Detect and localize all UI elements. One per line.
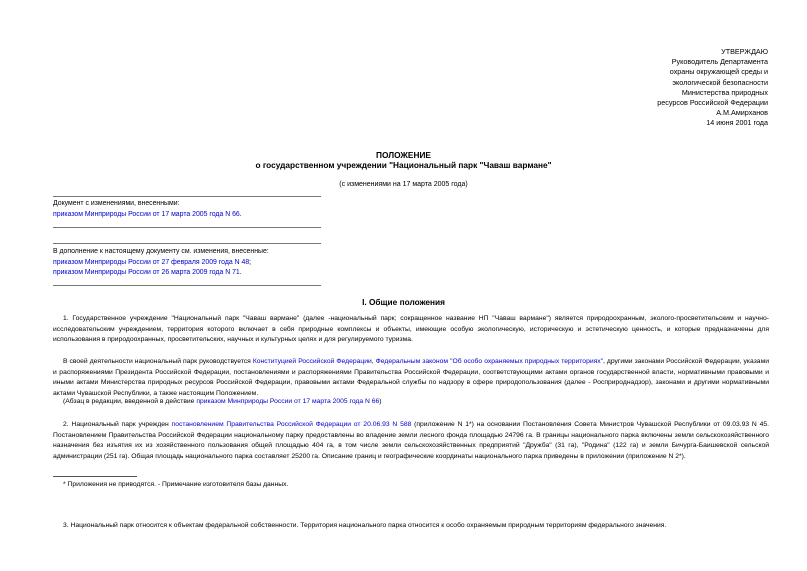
additions-line — [53, 258, 321, 269]
approval-line: Министерства природных — [681, 87, 768, 97]
approval-line: Руководитель Департамента — [671, 57, 768, 67]
divider — [53, 196, 321, 197]
approval-line: охраны окружающей среды и — [669, 67, 768, 77]
footnote-divider — [53, 476, 137, 477]
footnote: * Приложения не приводятся. - Примечание изготовителя базы данных. — [63, 481, 289, 488]
changes-link[interactable]: приказом Минприроды России от 17 марта 2005 года N 66 — [53, 210, 240, 218]
divider — [53, 227, 321, 228]
changes-block — [53, 199, 321, 220]
document-title-subject: о государственном учреждении "Национальный парк "Чаваш вармане" — [255, 160, 552, 170]
note-text: (Абзац в редакции, введенной в действие — [63, 398, 197, 405]
divider — [53, 285, 321, 286]
additions-block — [53, 247, 321, 279]
approval-line: экологической безопасности — [672, 77, 768, 87]
punctuation: . — [239, 269, 242, 276]
amendment-link[interactable]: приказом Минприроды России от 17 марта 2005 года N 66 — [196, 398, 380, 405]
punctuation: . — [239, 210, 242, 218]
amendment-note — [63, 398, 382, 405]
constitution-link[interactable]: Конституцией Российской Федерации — [252, 358, 372, 365]
note-text: ) — [379, 398, 382, 405]
document-title: ПОЛОЖЕНИЕ — [376, 150, 431, 160]
additions-line — [53, 268, 321, 279]
paragraph-text: (приложение N 1*) на основании Постановления Совета Министров Чувашской Республики от 09.03.93 N 45. Постановлением Правительства Российской Федерации национальному парку предоставлены во владение земли лесного фонда площадью 24796 га. В границы национального парка включены земли сельскохозяйственного назначения без изъятия их из хозяйственного пользования общей площадью 404 га, в том числе земли сельскохозяйственных предприятий "Дружба" (31 га), "Родина" (122 га) и земли Бичурга-Баишевской сельской администрации (251 га). Общая площадь национального парка составляет 25200 га. Описание границ и географические координаты национального парка приведены в приложении (приложение N 2*). — [53, 421, 769, 460]
paragraph-text: , другими законами Российской Федерации, указами и распоряжениями Президента Российской Федерации, постановлениями и распоряжениями Правительства Российской Федерации, соответствующими актами органов государственной власти, нормативными правовыми и иными актами Министерства природных ресурсов Российской Федерации, правовыми актами Федеральной службы по надзору в сфере природопользования (далее - Росприроднадзор), законами и другими нормативными актами Чувашской Республики, а также настоящим Положением. — [53, 358, 769, 397]
changes-header: Документ с изменениями, внесенными: — [53, 200, 180, 207]
approval-line: УТВЕРЖДАЮ — [721, 47, 768, 56]
approval-block — [568, 47, 768, 129]
punctuation: ; — [249, 258, 252, 266]
divider — [53, 243, 321, 244]
additions-link-2[interactable]: приказом Минприроды России от 26 марта 2009 года N 71 — [53, 269, 240, 276]
approval-line: А.М.Амирханов — [716, 108, 768, 118]
approval-line: ресурсов Российской Федерации — [657, 98, 768, 108]
additions-link-1[interactable]: приказом Минприроды России от 27 февраля 2009 года N 48 — [53, 258, 250, 266]
additions-header: В дополнение к настоящему документу см. изменения, внесенные: — [53, 248, 269, 255]
paragraph-3 — [53, 420, 769, 462]
federal-law-link[interactable]: Федеральным законом "Об особо охраняемых природных территориях" — [375, 358, 604, 365]
paragraph-text: 2. Национальный парк учрежден — [63, 421, 172, 428]
paragraph-2 — [53, 357, 769, 399]
changes-line — [53, 210, 321, 221]
paragraph-1: 1. Государственное учреждение "Национальный парк "Чаваш вармане" (далее -национальный парк; сокращенное название НП "Чаваш вармане") является природоохранным, эколого-просветительским и научно-исследовательским учреждением, территория которого включает в себя природные комплексы и объекты, имеющие особую экологическую, историческую и эстетическую ценность, и которые предназначены для использования в природоохранных, просветительских, научных и культурных целях и для регулируемого туризма. — [53, 315, 769, 344]
section-heading: I. Общие положения — [362, 297, 445, 307]
document-revision-note: (с изменениями на 17 марта 2005 года) — [339, 181, 468, 188]
paragraph-text: , — [371, 358, 376, 365]
approval-line: 14 июня 2001 года — [706, 118, 768, 128]
government-decree-link[interactable]: постановлением Правительства Российской Федерации от 20.06.93 N 588 — [171, 421, 412, 428]
paragraph-4: 3. Национальный парк относится к объектам федеральной собственности. Территория национального парка относится к особо охраняемым природным территориям федерального значения. — [63, 522, 667, 529]
paragraph-text: В своей деятельности национальный парк руководствуется — [63, 358, 253, 365]
